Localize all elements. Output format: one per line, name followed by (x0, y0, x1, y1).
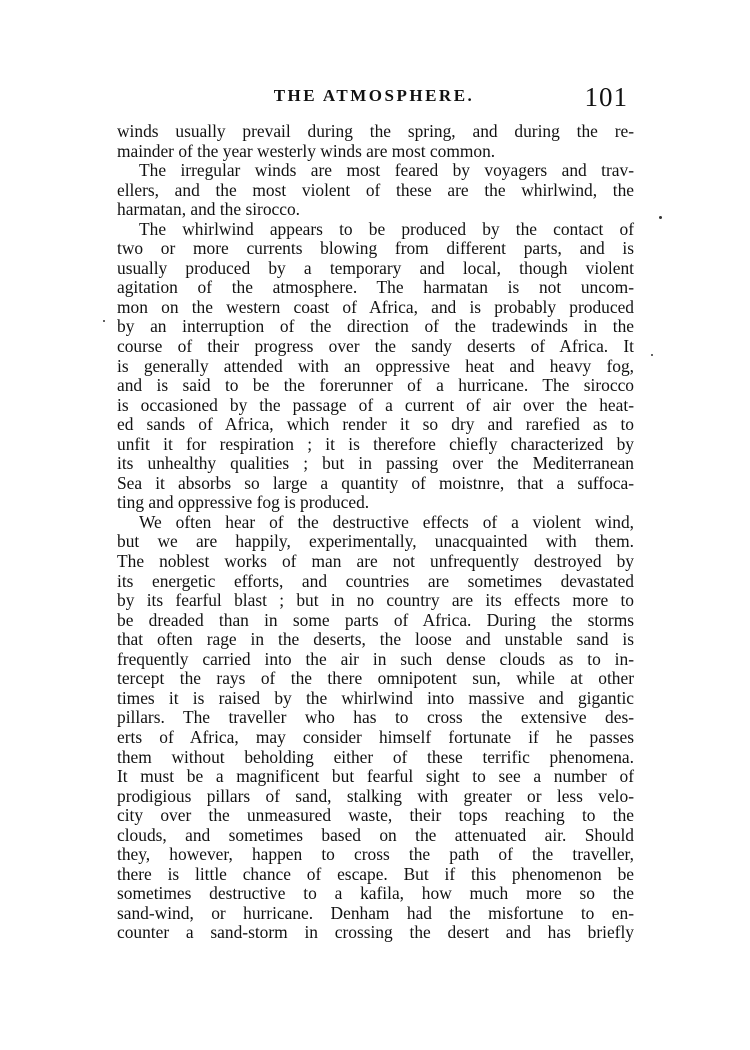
ink-speck (659, 216, 662, 219)
text-line: clouds, and sometimes based on the attenuated air. Should (117, 824, 634, 845)
text-line: mon on the western coast of Africa, and is probably produced (117, 296, 634, 317)
text-line: tercept the rays of the there omnipotent sun, while at other (117, 668, 634, 689)
text-line: that often rage in the deserts, the loose and unstable sand is (117, 629, 634, 650)
text-line: sometimes destructive to a kafila, how much more so the (117, 883, 634, 904)
text-line: they, however, happen to cross the path of the traveller, (117, 844, 634, 865)
text-line: times it is raised by the whirlwind into massive and gigantic (117, 687, 634, 708)
text-line: city over the unmeasured waste, their tops reaching to the (117, 805, 634, 826)
text-line: The noblest works of man are not unfrequently destroyed by (117, 551, 634, 572)
text-line: its energetic efforts, and countries are sometimes devastated (117, 570, 634, 591)
text-line: usually produced by a temporary and local, though violent (117, 257, 634, 278)
text-line: The whirlwind appears to be produced by the contact of (139, 218, 634, 239)
text-line: be dreaded than in some parts of Africa. During the storms (117, 609, 634, 630)
text-body (117, 122, 634, 943)
ink-speck (103, 320, 105, 322)
text-line: sand-wind, or hurricane. Denham had the misfortune to en- (117, 902, 634, 923)
text-line: It must be a magnificent but fearful sight to see a number of (117, 766, 634, 787)
text-line: pillars. The traveller who has to cross the extensive des- (117, 707, 634, 728)
text-line: ed sands of Africa, which render it so dry and rarefied as to (117, 414, 634, 435)
text-line: them without beholding either of these terrific phenomena. (117, 746, 634, 767)
text-line: and is said to be the forerunner of a hurricane. The sirocco (117, 375, 634, 396)
text-line: unfit it for respiration ; it is therefore chiefly characterized by (117, 433, 634, 454)
text-line: by an interruption of the direction of the tradewinds in the (117, 316, 634, 337)
text-line: winds usually prevail during the spring, and during the re- (117, 121, 634, 141)
running-title: THE ATMOSPHERE. (273, 86, 475, 105)
text-line: frequently carried into the air in such dense clouds as to in- (117, 648, 634, 669)
text-line: but we are happily, experimentally, unacquainted with them. (117, 531, 634, 552)
text-line: The irregular winds are most feared by voyagers and trav- (139, 160, 634, 181)
text-line: its unhealthy qualities ; but in passing over the Mediterranean (117, 453, 634, 474)
ink-speck (651, 354, 653, 356)
text-line: Sea it absorbs so large a quantity of moistnre, that a suffoca- (117, 472, 634, 493)
text-line: ellers, and the most violent of these are the whirlwind, the (117, 179, 634, 200)
text-line: prodigious pillars of sand, stalking with greater or less velo- (117, 785, 634, 806)
text-line: by its fearful blast ; but in no country are its effects more to (117, 590, 634, 611)
text-line: course of their progress over the sandy deserts of Africa. It (117, 336, 634, 357)
running-head (116, 82, 632, 114)
text-line: erts of Africa, may consider himself fortunate if he passes (117, 726, 634, 747)
text-line: there is little chance of escape. But if this phenomenon be (117, 863, 634, 884)
text-line: counter a sand-storm in crossing the desert and has briefly (117, 922, 634, 943)
text-line: We often hear of the destructive effects of a violent wind, (139, 511, 634, 532)
text-line: is generally attended with an oppressive heat and heavy fog, (117, 355, 634, 376)
text-line: mainder of the year westerly winds are most common. (117, 140, 496, 161)
text-line: agitation of the atmosphere. The harmatan is not uncom- (117, 277, 634, 298)
page-number: 101 (584, 82, 628, 112)
text-line: harmatan, and the sirocco. (117, 199, 301, 220)
text-line: two or more currents blowing from different parts, and is (117, 238, 634, 259)
text-line: ting and oppressive fog is produced. (117, 492, 370, 513)
text-line: is occasioned by the passage of a current of air over the heat- (117, 394, 634, 415)
